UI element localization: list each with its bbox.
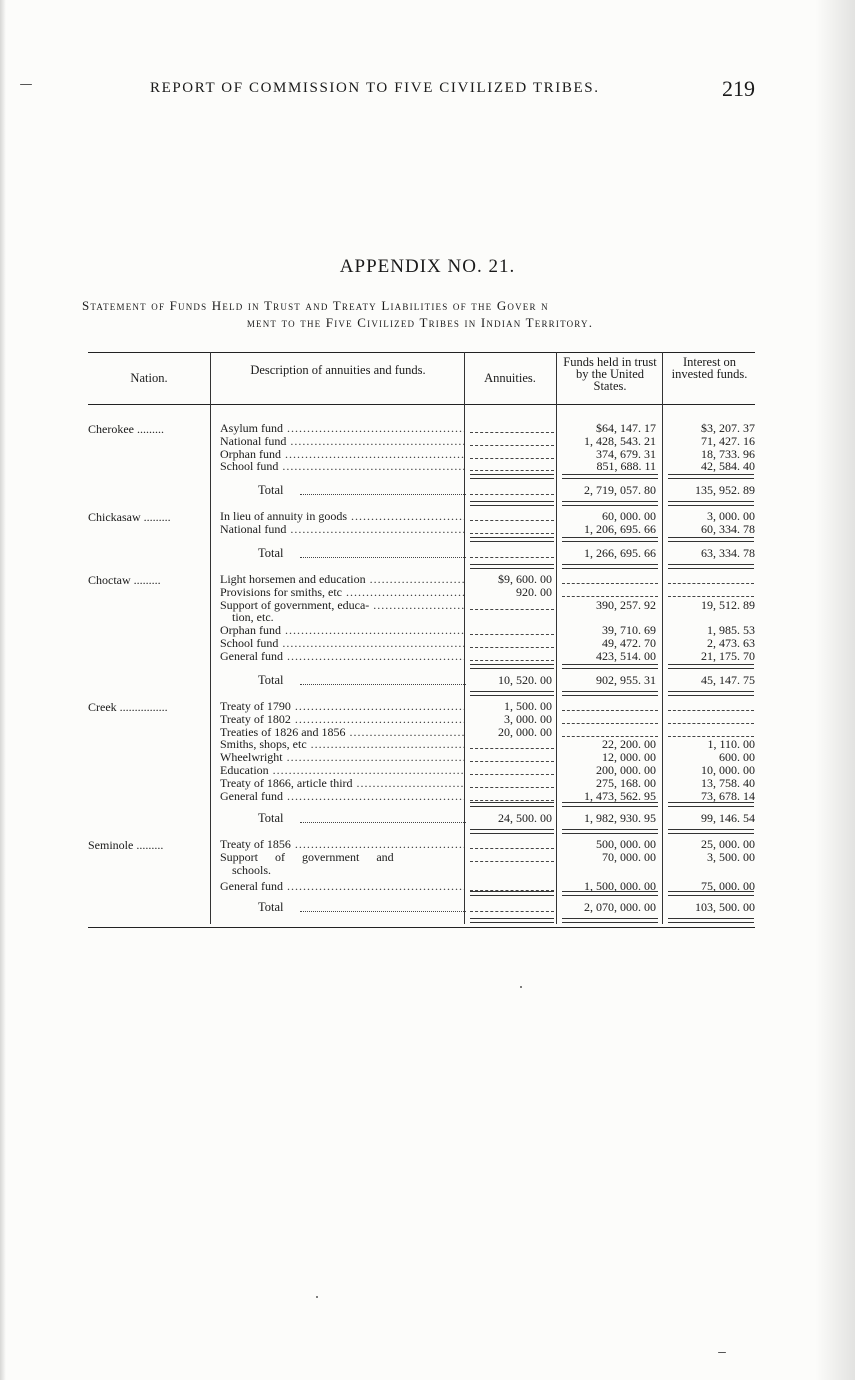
section-end-rule (470, 918, 554, 923)
total-interest: 135, 952. 89 (695, 483, 755, 497)
total-leader (300, 822, 466, 823)
funds-held-value: 39, 710. 69 (602, 623, 656, 638)
total-funds-held: 2, 070, 000. 00 (584, 900, 656, 914)
empty-cell-leader (470, 748, 554, 749)
total-label: Total (258, 673, 284, 687)
empty-cell-leader (470, 494, 554, 495)
header-bottom-rule (88, 404, 755, 405)
table-row-description: Treaties of 1826 and 1856 ..... (220, 726, 464, 739)
funds-held-value: 70, 000. 00 (602, 849, 656, 864)
table-row-description: School fund ..... (220, 637, 464, 650)
table-row-description: Light horsemen and education ..... (220, 573, 464, 586)
section-end-rule (562, 918, 658, 923)
total-interest: 99, 146. 54 (701, 811, 755, 825)
interest-value: 25, 000. 00 (701, 837, 755, 851)
table-row-description: General fund ..... (220, 650, 464, 663)
section-end-rule (470, 564, 554, 569)
running-head: REPORT OF COMMISSION TO FIVE CIVILIZED TRIBES. (150, 80, 600, 96)
table-row-description: Orphan fund ..... (220, 448, 464, 461)
subtotal-rule (562, 802, 658, 807)
statement-title (82, 297, 758, 331)
empty-cell-leader (470, 533, 554, 534)
funds-held-value: 200, 000. 00 (596, 763, 656, 777)
funds-held-value: 1, 428, 543. 21 (584, 433, 656, 448)
page-left-edge (0, 0, 6, 1380)
print-speck (520, 986, 522, 988)
table-row-description: General fund ..... (220, 790, 464, 803)
empty-cell-leader (470, 445, 554, 446)
table-row-description: Orphan fund ..... (220, 624, 464, 637)
funds-held-value: 423, 514. 00 (596, 648, 656, 663)
header-interest: Interest on invested funds. (671, 355, 748, 381)
subtotal-rule (562, 891, 658, 896)
subtotal-rule (668, 664, 754, 669)
nation-name-cherokee: Cherokee ......... (88, 422, 164, 436)
section-end-rule (668, 918, 754, 923)
subtotal-rule (562, 664, 658, 669)
appendix-title: APPENDIX NO. 21. (339, 256, 516, 277)
funds-held-value: 22, 200. 00 (602, 737, 656, 752)
table-bottom-rule (88, 927, 755, 928)
empty-cell-leader (470, 470, 554, 471)
section-end-rule (562, 564, 658, 569)
total-funds-held: 902, 955. 31 (596, 673, 656, 687)
funds-held-value: 275, 168. 00 (596, 775, 656, 790)
table-row-description: Treaty of 1866, article third ..... (220, 777, 464, 790)
annuity-value: $9, 600. 00 (498, 572, 552, 586)
table-row-description: Smiths, shops, etc ..... (220, 738, 464, 751)
interest-value: 18, 733. 96 (701, 446, 755, 461)
table-row-description: Support of government, educa- ..... (220, 599, 464, 612)
empty-cell-leader (470, 520, 554, 521)
empty-cell-leader (470, 557, 554, 558)
empty-cell-leader (562, 710, 658, 711)
subtotal-rule (470, 664, 554, 669)
section-end-rule (668, 501, 754, 506)
table-row-description: Wheelwright ..... (220, 751, 464, 764)
interest-value: 75, 000. 00 (701, 879, 755, 894)
empty-cell-leader (470, 609, 554, 610)
section-end-rule (562, 691, 658, 696)
empty-cell-leader (470, 800, 554, 801)
column-divider (464, 352, 465, 924)
empty-cell-leader (668, 723, 754, 724)
funds-held-value: 390, 257. 92 (596, 597, 656, 612)
funds-held-value: 60, 000. 00 (602, 509, 656, 523)
section-end-rule (668, 829, 754, 834)
total-label: Total (258, 811, 284, 825)
section-end-rule (668, 564, 754, 569)
page-number: 219 (722, 76, 755, 101)
total-label: Total (258, 483, 284, 497)
empty-cell-leader (668, 710, 754, 711)
table-row-description: Provisions for smiths, etc ..... (220, 586, 464, 599)
subtotal-rule (668, 802, 754, 807)
interest-value: 1, 110. 00 (707, 737, 755, 752)
nation-name-chickasaw: Chickasaw ......... (88, 510, 171, 524)
table-row-description: School fund ..... (220, 460, 464, 473)
interest-value: 3, 000. 00 (707, 509, 755, 523)
interest-value: 21, 175. 70 (701, 648, 755, 663)
subtotal-rule (668, 891, 754, 896)
empty-cell-leader (470, 848, 554, 849)
empty-cell-leader (470, 458, 554, 459)
statement-line-2: ment to the Five Civilized Tribes in Indian Territory. (246, 315, 594, 330)
annuity-value: 3, 000. 00 (504, 711, 552, 726)
table-row-description: General fund ..... (220, 880, 464, 893)
page-header (150, 76, 755, 106)
total-interest: 45, 147. 75 (701, 673, 755, 687)
funds-held-value: $64, 147. 17 (596, 421, 656, 435)
funds-held-value: 1, 206, 695. 66 (584, 521, 656, 536)
interest-value: 2, 473. 63 (707, 636, 755, 650)
empty-cell-leader (470, 660, 554, 661)
empty-cell-leader (562, 583, 658, 584)
total-leader (300, 911, 466, 912)
table-row-description: Treaty of 1790 ..... (220, 700, 464, 713)
funds-held-value: 1, 473, 562. 95 (584, 788, 656, 803)
table-row-description: National fund ..... (220, 523, 464, 536)
interest-value: $3, 207. 37 (701, 421, 755, 435)
subtotal-rule (470, 802, 554, 807)
empty-cell-leader (562, 596, 658, 597)
subtotal-rule (668, 474, 754, 479)
total-interest: 63, 334. 78 (701, 546, 755, 560)
annuity-value: 920. 00 (516, 584, 552, 599)
subtotal-rule (562, 537, 658, 542)
total-funds-held: 1, 982, 930. 95 (584, 811, 656, 825)
table-row-description: Asylum fund ..... (220, 422, 464, 435)
interest-value: 73, 678. 14 (701, 788, 755, 803)
subtotal-rule (470, 891, 554, 896)
section-end-rule (668, 691, 754, 696)
page-edge-shadow (815, 0, 855, 1380)
header-annuities: Annuities. (484, 371, 536, 385)
print-speck (316, 1296, 318, 1298)
total-interest: 103, 500. 00 (695, 900, 755, 914)
subtotal-rule (470, 474, 554, 479)
table-row-description: In lieu of annuity in goods ..... (220, 510, 464, 523)
interest-value: 3, 500. 00 (707, 849, 755, 864)
table-row-description: Treaty of 1856 ..... (220, 838, 464, 851)
total-annuities: 10, 520. 00 (498, 673, 552, 687)
empty-cell-leader (668, 596, 754, 597)
empty-cell-leader (668, 583, 754, 584)
total-annuities: 24, 500. 00 (498, 811, 552, 825)
interest-value: 10, 000. 00 (701, 763, 755, 777)
interest-value: 60, 334. 78 (701, 521, 755, 536)
subtotal-rule (562, 474, 658, 479)
header-funds-held: Funds held in trust by the United States. (563, 355, 657, 393)
funds-held-value: 851, 688. 11 (596, 459, 656, 474)
interest-value: 42, 584. 40 (701, 459, 755, 474)
table-row-description: National fund ..... (220, 435, 464, 448)
interest-value: 600. 00 (719, 750, 755, 765)
empty-cell-leader (470, 647, 554, 648)
section-end-rule (470, 829, 554, 834)
empty-cell-leader (470, 787, 554, 788)
column-divider (556, 352, 557, 924)
subtotal-rule (668, 537, 754, 542)
table-row-description: Education ..... (220, 764, 464, 777)
header-nation: Nation. (130, 371, 168, 385)
total-funds-held: 2, 719, 057. 80 (584, 483, 656, 497)
section-end-rule (562, 829, 658, 834)
interest-value: 13, 758. 40 (701, 775, 755, 790)
interest-value: 71, 427. 16 (701, 433, 755, 448)
nation-name-seminole: Seminole ......... (88, 838, 164, 852)
print-speck (20, 84, 32, 85)
nation-name-choctaw: Choctaw ......... (88, 573, 161, 587)
empty-cell-leader (470, 774, 554, 775)
total-funds-held: 1, 266, 695. 66 (584, 546, 656, 560)
funds-held-value: 1, 500, 000. 00 (584, 879, 656, 894)
empty-cell-leader (470, 432, 554, 433)
table-row-description: schools. (232, 863, 271, 877)
funds-held-value: 500, 000. 00 (596, 837, 656, 851)
empty-cell-leader (470, 861, 554, 862)
statement-line-1: Statement of Funds Held in Trust and Treaty Liabilities of the Gover n (82, 298, 549, 313)
total-label: Total (258, 546, 284, 560)
funds-held-value: 374, 679. 31 (596, 446, 656, 461)
annuity-value: 20, 000. 00 (498, 724, 552, 739)
column-divider (662, 352, 663, 924)
section-end-rule (470, 501, 554, 506)
empty-cell-leader (470, 761, 554, 762)
column-divider (210, 352, 211, 924)
empty-cell-leader (562, 723, 658, 724)
section-end-rule (562, 501, 658, 506)
interest-value: 19, 512. 89 (701, 597, 755, 612)
funds-held-value: 49, 472. 70 (602, 636, 656, 650)
table-row-description: tion, etc. (232, 611, 274, 625)
interest-value: 1, 985. 53 (707, 623, 755, 638)
nation-name-creek: Creek ................ (88, 700, 168, 714)
section-end-rule (470, 691, 554, 696)
header-description: Description of annuities and funds. (250, 363, 426, 377)
funds-held-value: 12, 000. 00 (602, 750, 656, 765)
table-row-description: Support of government and (220, 850, 394, 864)
print-speck (718, 1352, 726, 1353)
total-leader (300, 557, 466, 558)
annuity-value: 1, 500. 00 (504, 699, 552, 713)
total-leader (300, 494, 466, 495)
subtotal-rule (470, 537, 554, 542)
total-leader (300, 684, 466, 685)
total-label: Total (258, 900, 284, 914)
table-top-rule (88, 352, 755, 353)
table-row-description: Treaty of 1802 ..... (220, 713, 464, 726)
empty-cell-leader (470, 911, 554, 912)
empty-cell-leader (470, 634, 554, 635)
